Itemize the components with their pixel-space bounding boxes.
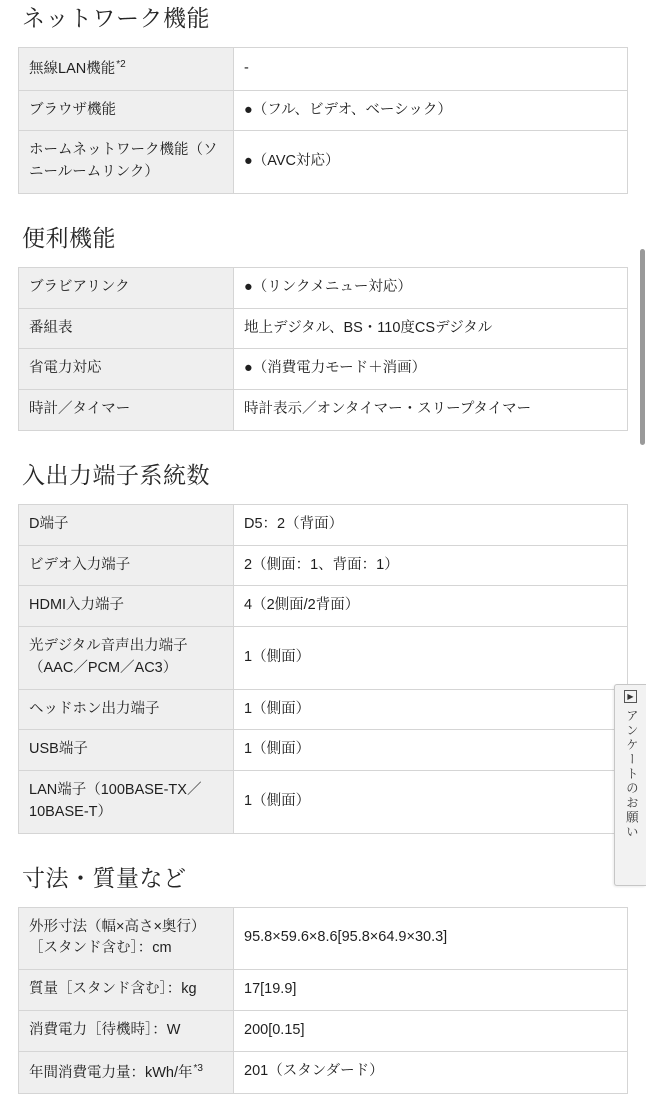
row-value: 95.8×59.6×8.6[95.8×64.9×30.3] [234,907,628,970]
row-label [19,48,234,91]
row-value: ●（消費電力モード＋消画） [234,349,628,390]
table-row [19,504,628,545]
table-row [19,970,628,1011]
row-label: 光デジタル音声出力端子（AAC／PCM／AC3） [19,627,234,690]
row-value: 1（側面） [234,771,628,834]
row-label-text: 年間消費電力量：kWh/年 [29,1064,193,1081]
row-label: 外形寸法（幅×高さ×奥行）［スタンド含む］：cm [19,907,234,970]
row-label: ビデオ入力端子 [19,545,234,586]
row-value: 201（スタンダード） [234,1051,628,1094]
survey-tab[interactable] [614,684,646,886]
row-label: 時計／タイマー [19,390,234,431]
table-row [19,1010,628,1051]
table-row [19,545,628,586]
table-row [19,586,628,627]
row-label: USB端子 [19,730,234,771]
table-row [19,730,628,771]
table-row [19,90,628,131]
row-label: ヘッドホン出力端子 [19,689,234,730]
table-row [19,627,628,690]
section-title: 入出力端子系統数 [22,461,210,488]
table-row [19,1051,628,1094]
table-row [19,267,628,308]
row-value: 1（側面） [234,730,628,771]
table-row [19,131,628,194]
section-title: 寸法・質量など [22,864,187,891]
footnote-marker: *3 [193,1062,203,1074]
row-label: D端子 [19,504,234,545]
row-value: ●（AVC対応） [234,131,628,194]
row-label: ブラウザ機能 [19,90,234,131]
footnote-marker: *2 [116,59,126,70]
row-value: 1（側面） [234,689,628,730]
row-value: ●（リンクメニュー対応） [234,267,628,308]
row-label [19,1051,234,1094]
scrollbar-track[interactable] [640,0,645,1094]
row-value: 2（側面：1、背面：1） [234,545,628,586]
row-value: 時計表示／オンタイマー・スリープタイマー [234,390,628,431]
row-label: 省電力対応 [19,349,234,390]
table-row [19,390,628,431]
row-label: 消費電力［待機時］：W [19,1010,234,1051]
section-convenience [18,220,628,431]
spec-table [18,907,628,1095]
table-row [19,349,628,390]
row-label-text: 無線LAN機能 [29,60,116,77]
survey-tab-label: アンケートのお願い [624,709,639,840]
table-row [19,689,628,730]
spec-table [18,267,628,431]
section-title: 便利機能 [22,224,116,251]
row-value: 17[19.9] [234,970,628,1011]
section-dimensions [18,860,628,1095]
section-terminals [18,457,628,834]
row-label: 番組表 [19,308,234,349]
row-value: - [234,48,628,91]
row-value: 4（2側面/2背面） [234,586,628,627]
row-label: 質量［スタンド含む］：kg [19,970,234,1011]
spec-table [18,504,628,834]
row-value: 地上デジタル、BS・110度CSデジタル [234,308,628,349]
table-row [19,308,628,349]
chevron-right-icon[interactable]: ▶ [624,690,637,703]
section-network [18,0,628,194]
table-row [19,771,628,834]
section-title: ネットワーク機能 [22,5,210,31]
table-row [19,48,628,91]
row-label: LAN端子（100BASE-TX／10BASE-T） [19,771,234,834]
row-value: 1（側面） [234,627,628,690]
row-label: HDMI入力端子 [19,586,234,627]
spec-table [18,47,628,194]
row-value: 200[0.15] [234,1010,628,1051]
row-label: ブラビアリンク [19,267,234,308]
row-value: D5：2（背面） [234,504,628,545]
row-value: ●（フル、ビデオ、ベーシック） [234,90,628,131]
table-row [19,907,628,970]
scrollbar-thumb[interactable] [640,249,645,445]
row-label: ホームネットワーク機能（ソニールームリンク） [19,131,234,194]
